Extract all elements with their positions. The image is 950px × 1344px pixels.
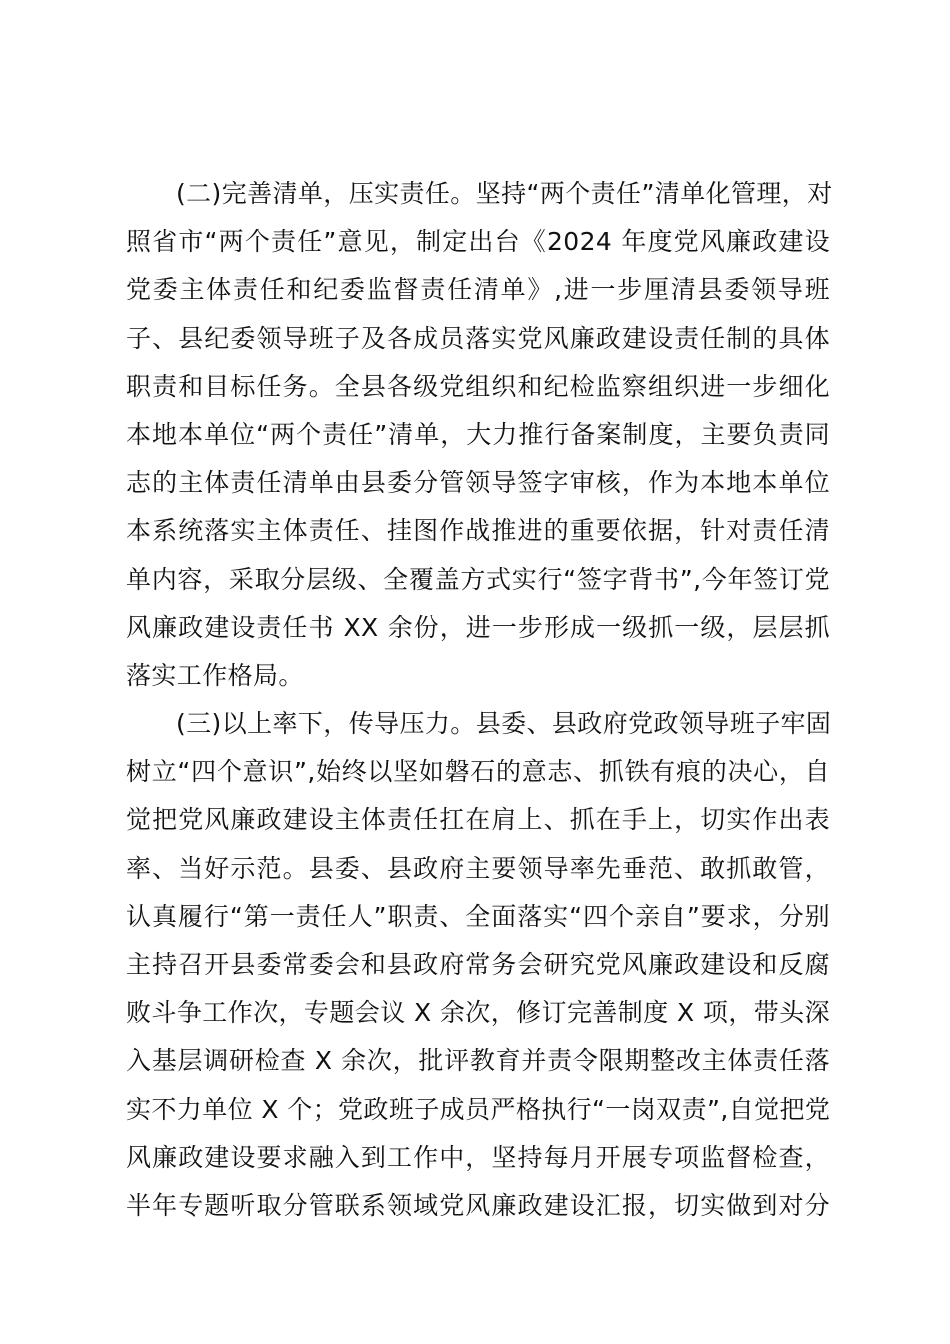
paragraph-line: 半年专题听取分管联系领域党风廉政建设汇报，切实做到对分 [126,1190,830,1220]
paragraph-line: 认真履行“第一责任人”职责、全面落实“四个亲自”要求，分别 [126,901,830,931]
paragraph-line: 率、当好示范。县委、县政府主要领导率先垂范、敢抓敢管， [126,853,830,883]
paragraph-line: (二)完善清单，压实责任。坚持“两个责任”清单化管理，对 [176,179,833,208]
section-three-paragraph [126,700,830,1230]
paragraph-line: 子、县纪委领导班子及各成员落实党风廉政建设责任制的具体 [126,323,830,353]
paragraph-line: 风廉政建设责任书 XX 余份，进一步形成一级抓一级，层层抓 [126,612,830,642]
paragraph-line: 本系统落实主体责任、挂图作战推进的重要依据，针对责任清 [126,516,830,546]
paragraph-line: 主持召开县委常委会和县政府常务会研究党风廉政建设和反腐 [126,950,830,979]
paragraph-line: 职责和目标任务。全县各级党组织和纪检监察组织进一步细化 [126,371,830,401]
paragraph-line: 志的主体责任清单由县委分管领导签字审核，作为本地本单位 [126,468,830,498]
paragraph-line: 觉把党风廉政建设主体责任扛在肩上、抓在手上，切实作出表 [126,805,830,835]
paragraph-line: (三)以上率下，传导压力。县委、县政府党政领导班子牢固 [176,709,832,739]
paragraph-line: 单内容，采取分层级、全覆盖方式实行“签字背书”,今年签订党 [126,564,830,594]
section-two-paragraph [126,170,833,700]
paragraph-line: 照省市“两个责任”意见，制定出台《2024 年度党风廉政建设 [126,227,830,257]
paragraph-line: 败斗争工作次，专题会议 X 余次，修订完善制度 X 项，带头深 [126,998,830,1028]
paragraph-line: 实不力单位 X 个；党政班子成员严格执行“一岗双责”,自觉把党 [126,1094,831,1124]
paragraph-line: 树立“四个意识”,始终以坚如磐石的意志、抓铁有痕的决心，自 [126,757,830,787]
document-body [126,170,833,1230]
paragraph-line: 入基层调研检查 X 余次，批评教育并责令限期整改主体责任落 [126,1046,830,1076]
paragraph-line: 党委主体责任和纪委监督责任清单》,进一步厘清县委领导班 [126,275,830,305]
paragraph-line: 风廉政建设要求融入到工作中，坚持每月开展专项监督检查， [126,1142,830,1172]
paragraph-line: 本地本单位“两个责任”清单，大力推行备案制度，主要负责同 [126,419,830,449]
paragraph-line: 落实工作格局。 [126,660,304,690]
